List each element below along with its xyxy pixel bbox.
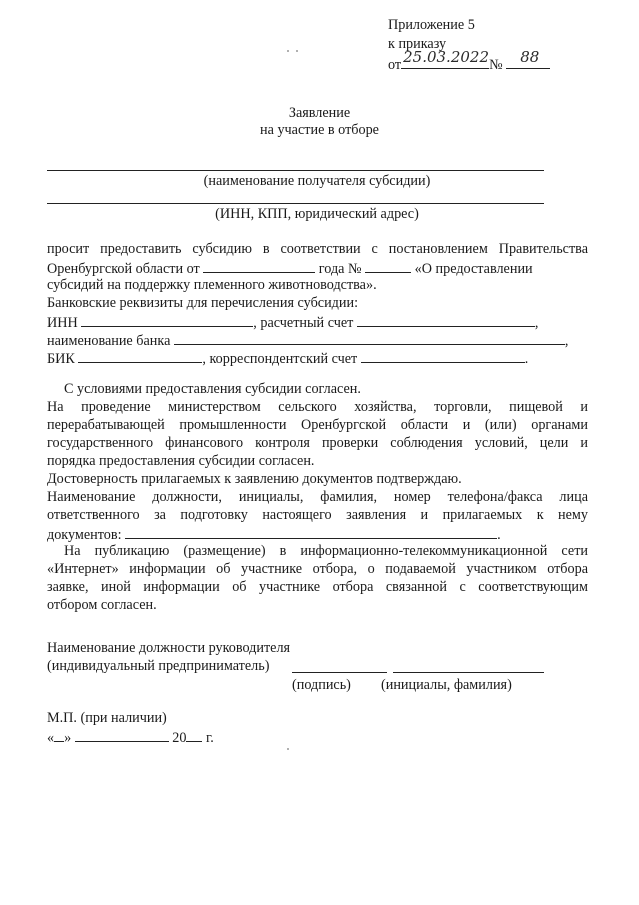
recipient-name-caption: (наименование получателя субсидии) <box>203 173 431 189</box>
month-field <box>75 728 169 742</box>
comma: , <box>564 333 569 349</box>
bik-label: БИК <box>47 351 75 367</box>
order-date-field <box>401 48 489 69</box>
request-line-1: просит предоставить субсидию в соответствии с постановлением Правительства <box>47 241 588 257</box>
order-number-handwritten: 88 <box>520 48 540 66</box>
publication-line-2: «Интернет» информации об участнике отбора, о подаваемой участником отбора <box>47 561 588 577</box>
signature-line <box>292 672 387 673</box>
request-line-2 <box>47 259 533 278</box>
year-prefix: 20 <box>172 730 187 746</box>
scan-speck <box>287 50 289 52</box>
account-field <box>357 313 535 327</box>
date-prefix: от <box>388 57 402 73</box>
resolution-number-label: года № <box>318 261 362 277</box>
responsible-line-1: Наименование должности, инициалы, фамилия, номер телефона/факса лица <box>47 489 588 505</box>
stamp-label: М.П. (при наличии) <box>47 710 167 726</box>
agreement-conditions: С условиями предоставления субсидии согласен. <box>64 381 361 397</box>
scan-speck <box>296 50 298 52</box>
order-date-handwritten: 25.03.2022 <box>403 48 489 66</box>
inn-field <box>81 313 253 327</box>
name-line <box>393 672 544 673</box>
responsible-line-2: ответственного за подготовку настоящего заявления и прилагаемых к нему <box>47 507 588 523</box>
period: . <box>524 351 529 367</box>
name-caption: (инициалы, фамилия) <box>381 677 512 693</box>
entrepreneur-label: (индивидуальный предприниматель) <box>47 658 270 674</box>
inspection-line-3: государственного финансового контроля проверки соблюдения условий, цели и <box>47 435 588 451</box>
appendix-label: Приложение 5 <box>388 17 475 33</box>
corr-account-field <box>361 349 525 363</box>
comma: , <box>534 315 539 331</box>
responsible-line-3 <box>47 525 501 544</box>
request-line-3: субсидий на поддержку племенного животноводства». <box>47 277 377 293</box>
responsible-person-field <box>125 525 497 539</box>
region-text: Оренбургской области от <box>47 261 200 277</box>
number-label: № <box>489 57 503 73</box>
recipient-inn-line <box>47 203 544 204</box>
publication-line-3: заявке, иной информации об участнике отбора связанной с соответствующим <box>47 579 588 595</box>
inspection-line-1: На проведение министерством сельского хозяйства, торговли, пищевой и <box>47 399 588 415</box>
signature-caption: (подпись) <box>292 677 351 693</box>
corr-account-label: , корреспондентский счет <box>202 351 358 367</box>
document-subtitle: на участие в отборе <box>260 122 379 138</box>
scan-speck <box>287 748 289 750</box>
order-number-field <box>506 48 550 69</box>
date-close-quote: » <box>64 730 72 746</box>
resolution-number-field <box>365 259 411 273</box>
resolution-date-field <box>203 259 315 273</box>
bank-details-heading: Банковские реквизиты для перечисления субсидии: <box>47 295 359 311</box>
head-position-label: Наименование должности руководителя <box>47 640 291 656</box>
publication-line-1: На публикацию (размещение) в информационно-телекоммуникационной сети <box>64 543 588 559</box>
recipient-name-line <box>47 170 544 171</box>
order-date-line <box>388 48 550 74</box>
publication-line-4: отбором согласен. <box>47 597 157 613</box>
inn-account-line <box>47 313 538 332</box>
resolution-title-start: «О предоставлении <box>414 261 533 277</box>
account-label: , расчетный счет <box>253 315 354 331</box>
year-suffix: г. <box>206 730 214 746</box>
documents-label: документов: <box>47 527 122 543</box>
date-open-quote: « <box>47 730 55 746</box>
period: . <box>497 527 501 543</box>
day-field <box>54 728 64 742</box>
inspection-line-4: порядка предоставления субсидии согласен. <box>47 453 315 469</box>
documents-confirmation: Достоверность прилагаемых к заявлению документов подтверждаю. <box>47 471 462 487</box>
signing-date-line <box>47 728 214 747</box>
recipient-inn-caption: (ИНН, КПП, юридический адрес) <box>215 206 419 222</box>
bik-corr-line <box>47 349 528 368</box>
bank-name-line <box>47 331 568 350</box>
inn-label: ИНН <box>47 315 78 331</box>
inspection-line-2: перерабатывающей промышленности Оренбургской области и (или) органами <box>47 417 588 433</box>
bank-name-field <box>174 331 565 345</box>
bik-field <box>78 349 202 363</box>
bank-name-label: наименование банка <box>47 333 171 349</box>
document-title: Заявление <box>288 105 351 121</box>
order-reference: к приказу <box>388 36 447 52</box>
year-field <box>186 728 202 742</box>
